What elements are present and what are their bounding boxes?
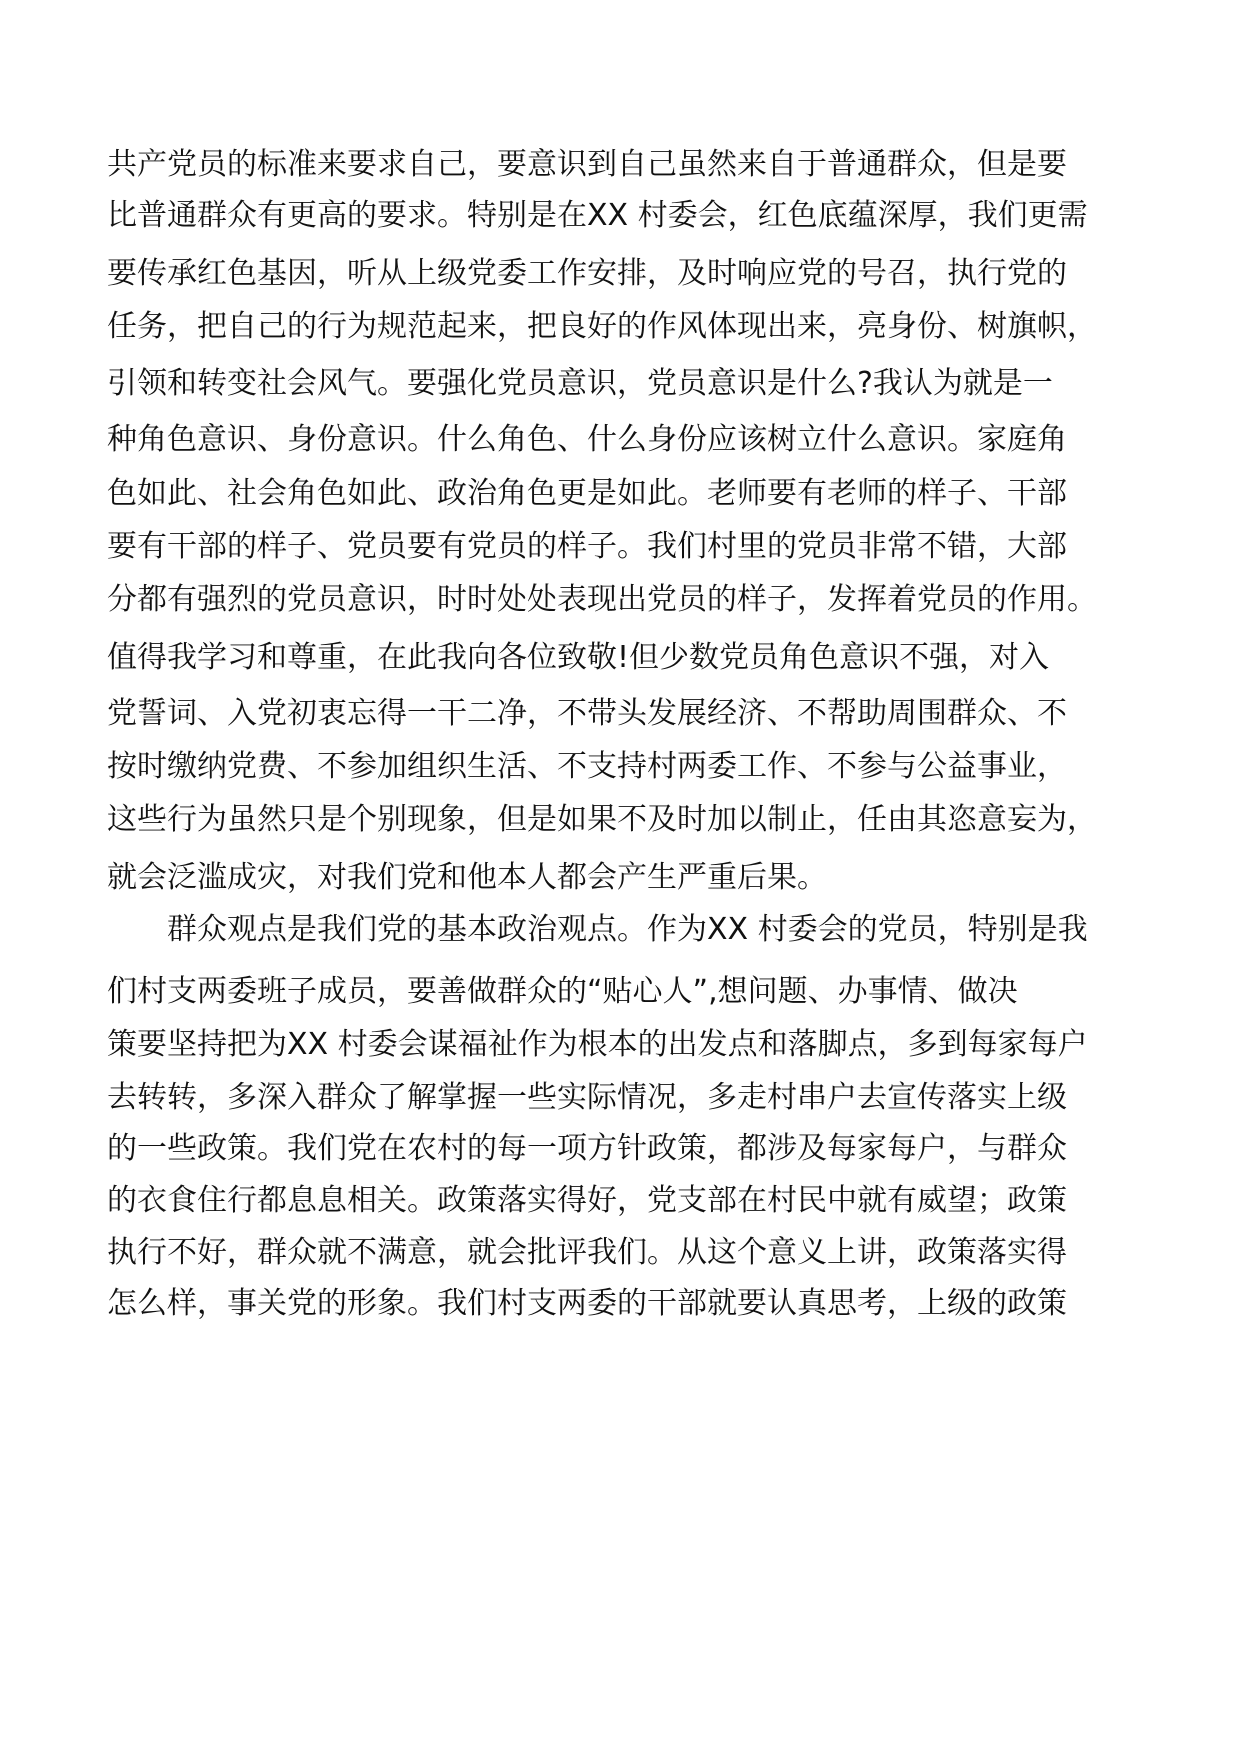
text-line: 任务，把自己的行为规范起来，把良好的作风体现出来，亮身份、树旗帜， bbox=[107, 309, 1097, 344]
text-line: 色如此、社会角色如此、政治角色更是如此。老师要有老师的样子、干部 bbox=[107, 476, 1067, 511]
text-line: 比普通群众有更高的要求。特别是在XX 村委会，红色底蕴深厚，我们更需 bbox=[107, 198, 1088, 233]
text-line: 们村支两委班子成员，要善做群众的“贴心人”,想问题、办事情、做决 bbox=[107, 974, 1018, 1009]
text-line: 种角色意识、身份意识。什么角色、什么身份应该树立什么意识。家庭角 bbox=[107, 422, 1067, 457]
text-line: 去转转，多深入群众了解掌握一些实际情况，多走村串户去宣传落实上级 bbox=[107, 1080, 1067, 1115]
text-line: 按时缴纳党费、不参加组织生活、不支持村两委工作、不参与公益事业， bbox=[107, 749, 1067, 784]
text-line: 怎么样，事关党的形象。我们村支两委的干部就要认真思考，上级的政策 bbox=[107, 1286, 1067, 1321]
text-line: 值得我学习和尊重，在此我向各位致敬!但少数党员角色意识不强，对入 bbox=[107, 640, 1050, 675]
text-line: 引领和转变社会风气。要强化党员意识，党员意识是什么?我认为就是一 bbox=[107, 366, 1053, 401]
text-line: 就会泛滥成灾，对我们党和他本人都会产生严重后果。 bbox=[107, 860, 827, 895]
text-line: 要传承红色基因，听从上级党委工作安排，及时响应党的号召，执行党的 bbox=[107, 256, 1067, 291]
text-line: 要有干部的样子、党员要有党员的样子。我们村里的党员非常不错，大部 bbox=[107, 529, 1067, 564]
text-line: 的衣食住行都息息相关。政策落实得好，党支部在村民中就有威望；政策 bbox=[107, 1183, 1067, 1218]
text-line: 党誓词、入党初衷忘得一干二净，不带头发展经济、不帮助周围群众、不 bbox=[107, 696, 1067, 731]
text-line: 共产党员的标准来要求自己，要意识到自己虽然来自于普通群众，但是要 bbox=[107, 147, 1067, 182]
text-line: 的一些政策。我们党在农村的每一项方针政策，都涉及每家每户，与群众 bbox=[107, 1131, 1067, 1166]
text-line: 策要坚持把为XX 村委会谋福祉作为根本的出发点和落脚点，多到每家每户 bbox=[107, 1027, 1088, 1062]
text-line: 分都有强烈的党员意识，时时处处表现出党员的样子，发挥着党员的作用。 bbox=[107, 582, 1097, 617]
paragraph-start-line: 群众观点是我们党的基本政治观点。作为XX 村委会的党员，特别是我 bbox=[107, 912, 1088, 947]
text-line: 执行不好，群众就不满意，就会批评我们。从这个意义上讲，政策落实得 bbox=[107, 1235, 1067, 1270]
text-line: 这些行为虽然只是个别现象，但是如果不及时加以制止，任由其恣意妄为， bbox=[107, 802, 1097, 837]
